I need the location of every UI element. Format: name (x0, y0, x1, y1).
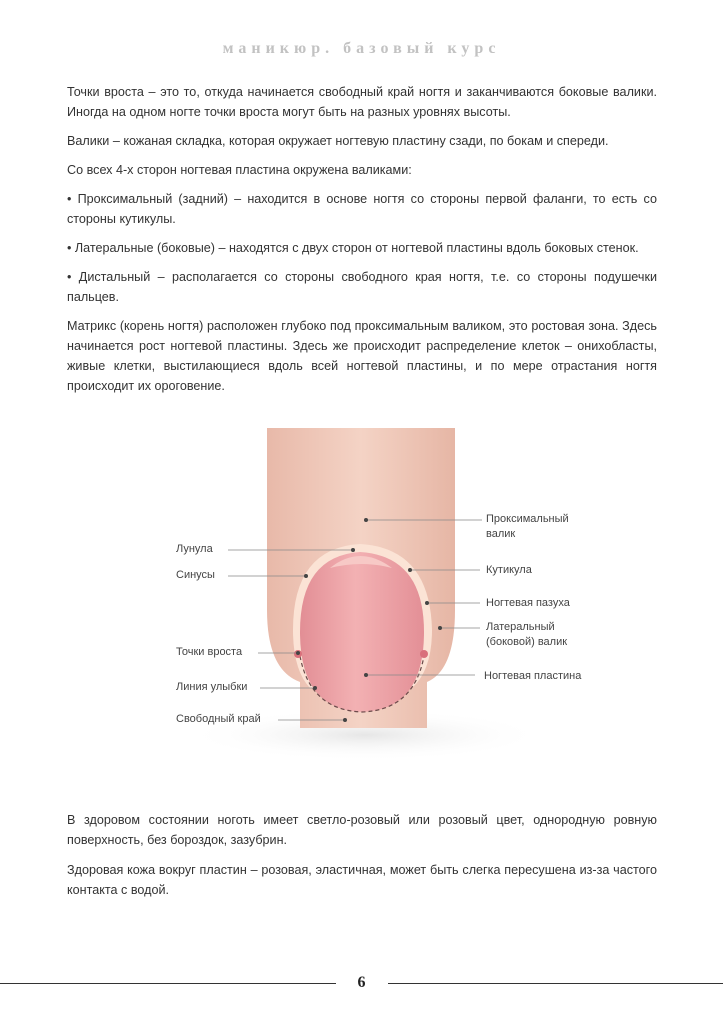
paragraph: В здоровом состоянии ноготь имеет светло-розовый или розовый цвет, однородную ровную поверхность, без бороздок, зазубрин. (67, 813, 657, 847)
label-line: (боковой) валик (486, 636, 568, 648)
paragraph: Точки вроста – это то, откуда начинается свободный край ногтя и заканчиваются боковые валики. Иногда на одном ногте точки вроста могут быть на разных уровнях высоты. (67, 85, 657, 119)
paragraph: Со всех 4-х сторон ногтевая пластина окружена валиками: (67, 163, 412, 177)
bottom-text (67, 810, 657, 910)
label-nail-sinus: Ногтевая пазуха (486, 597, 570, 609)
leader-dot (438, 626, 442, 630)
label-sinuses: Синусы (176, 569, 215, 581)
leader-dot (425, 601, 429, 605)
paragraph: Здоровая кожа вокруг пластин – розовая, эластичная, может быть слегка пересушена из-за частого контакта с водой. (67, 863, 657, 897)
paragraph: • Латеральные (боковые) – находятся с двух сторон от ногтевой пластины вдоль боковых стенок. (67, 241, 639, 255)
leader-dot (296, 651, 300, 655)
label-line: валик (486, 528, 516, 540)
page-number: 6 (357, 974, 366, 991)
nail-plate-shape (300, 552, 424, 712)
leader-dot (408, 568, 412, 572)
leader-dot (343, 718, 347, 722)
leader-dot (351, 548, 355, 552)
label-nail-plate: Ногтевая пластина (484, 670, 582, 682)
leader-dot (364, 518, 368, 522)
label-line: Проксимальный (486, 513, 569, 525)
label-free-edge: Свободный край (176, 713, 261, 725)
paragraph: • Дистальный – располагается со стороны свободного края ногтя, т.е. со стороны подушечки пальцев. (67, 270, 657, 304)
label-growth-points: Точки вроста (176, 646, 243, 658)
nail-anatomy-diagram (150, 420, 610, 770)
label-cuticle: Кутикула (486, 564, 532, 576)
paragraph: Валики – кожаная складка, которая окружает ногтевую пластину сзади, по бокам и спереди. (67, 134, 609, 148)
label-lunula: Лунула (176, 543, 213, 555)
leader-dot (304, 574, 308, 578)
growth-point-right (420, 650, 428, 658)
label-smile-line: Линия улыбки (176, 681, 248, 693)
leader-dot (364, 673, 368, 677)
main-text (67, 82, 657, 405)
label-proximal-fold (486, 512, 569, 542)
paragraph: Матрикс (корень ногтя) расположен глубоко под проксимальным валиком, это ростовая зона. Здесь начинается рост ногтевой пластины. Здесь же происходит распределение клеток – онихобласты, живые клетки, выстилающиеся вдоль всей ногтевой пластины, и по мере отрастания ногтя происходит их ороговение. (67, 319, 657, 393)
page-header: маникюр. базовый курс (222, 40, 501, 57)
leader-dot (313, 686, 317, 690)
label-lateral-fold (486, 620, 567, 650)
paragraph: • Проксимальный (задний) – находится в основе ногтя со стороны первой фаланги, то есть со стороны кутикулы. (67, 192, 657, 226)
label-line: Латеральный (486, 621, 555, 633)
